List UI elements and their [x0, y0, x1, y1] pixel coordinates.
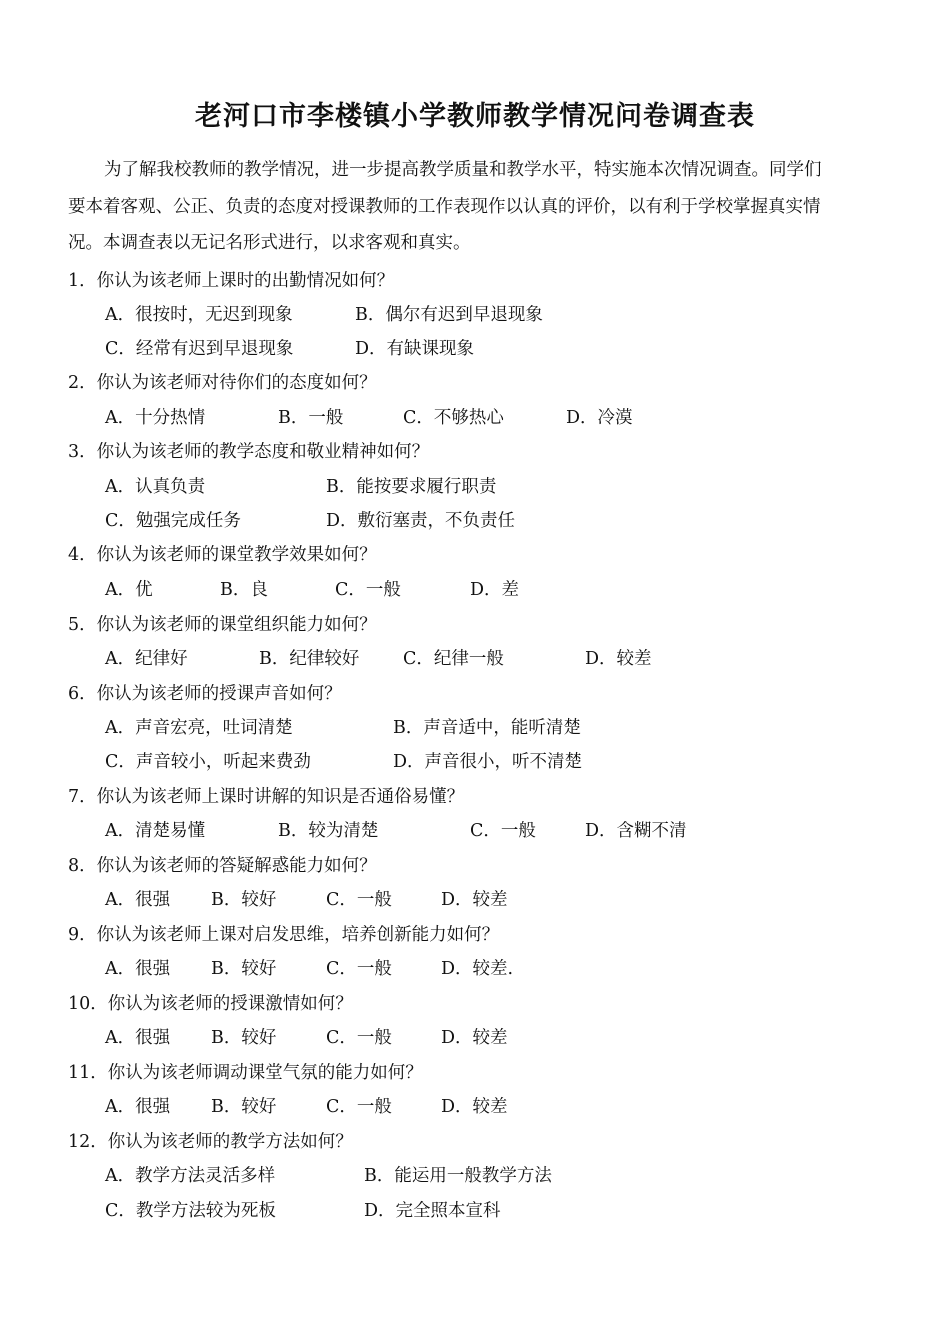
- q1-option-d[interactable]: D．有缺课现象: [355, 339, 475, 359]
- intro-line: 要本着客观、公正、负责的态度对授课教师的工作表现作以认真的评价，以有利于学校掌握真实情: [68, 196, 821, 217]
- q5-option-c[interactable]: C．纪律一般: [403, 649, 504, 669]
- q1-option-a[interactable]: A．很按时，无迟到现象: [105, 305, 293, 325]
- page-title: 老河口市李楼镇小学教师教学情况问卷调查表: [195, 101, 755, 132]
- q4-option-c[interactable]: C．一般: [335, 580, 401, 600]
- q5-option-b[interactable]: B．纪律较好: [259, 649, 360, 669]
- q8-option-d[interactable]: D．较差: [441, 890, 508, 910]
- q1-option-c[interactable]: C．经常有迟到早退现象: [105, 339, 294, 359]
- intro-paragraph: [68, 152, 888, 262]
- question-5: 5．你认为该老师的课堂组织能力如何？: [68, 615, 377, 635]
- question-4: 4．你认为该老师的课堂教学效果如何？: [68, 545, 377, 565]
- q12-option-c[interactable]: C．教学方法较为死板: [105, 1201, 276, 1221]
- q3-option-d[interactable]: D．敷衍塞责，不负责任: [326, 511, 516, 531]
- q3-option-b[interactable]: B．能按要求履行职责: [326, 477, 497, 497]
- q4-option-b[interactable]: B．良: [220, 580, 268, 600]
- q2-option-b[interactable]: B．一般: [278, 408, 344, 428]
- q3-option-c[interactable]: C．勉强完成任务: [105, 511, 241, 531]
- question-3: 3．你认为该老师的教学态度和敬业精神如何？: [68, 442, 430, 462]
- q7-option-b[interactable]: B．较为清楚: [278, 821, 379, 841]
- q10-option-d[interactable]: D．较差: [441, 1028, 508, 1048]
- q6-option-b[interactable]: B．声音适中，能听清楚: [393, 718, 581, 738]
- q3-option-a[interactable]: A．认真负责: [105, 477, 206, 497]
- q11-option-a[interactable]: A．很强: [105, 1097, 171, 1117]
- intro-line: 况。本调查表以无记名形式进行，以求客观和真实。: [68, 233, 471, 253]
- q11-option-d[interactable]: D．较差: [441, 1097, 508, 1117]
- q6-option-c[interactable]: C．声音较小，听起来费劲: [105, 752, 311, 772]
- q5-option-a[interactable]: A．纪律好: [105, 649, 188, 669]
- q11-option-b[interactable]: B．较好: [211, 1097, 277, 1117]
- q8-option-b[interactable]: B．较好: [211, 890, 277, 910]
- question-8: 8．你认为该老师的答疑解惑能力如何？: [68, 856, 377, 876]
- q4-option-d[interactable]: D．差: [470, 580, 520, 600]
- q9-option-c[interactable]: C．一般: [326, 959, 392, 979]
- q4-option-a[interactable]: A．优: [105, 580, 153, 600]
- question-6: 6．你认为该老师的授课声音如何？: [68, 684, 342, 704]
- q1-option-b[interactable]: B．偶尔有迟到早退现象: [355, 305, 543, 325]
- q11-option-c[interactable]: C．一般: [326, 1097, 392, 1117]
- q10-option-a[interactable]: A．很强: [105, 1028, 171, 1048]
- q2-option-d[interactable]: D．冷漠: [566, 408, 633, 428]
- q7-option-c[interactable]: C．一般: [470, 821, 536, 841]
- q8-option-c[interactable]: C．一般: [326, 890, 392, 910]
- question-12: 12．你认为该老师的教学方法如何？: [68, 1132, 353, 1152]
- q9-option-b[interactable]: B．较好: [211, 959, 277, 979]
- question-1: 1．你认为该老师上课时的出勤情况如何？: [68, 271, 395, 291]
- q12-option-b[interactable]: B．能运用一般教学方法: [364, 1166, 552, 1186]
- question-9: 9．你认为该老师上课对启发思维，培养创新能力如何？: [68, 925, 500, 945]
- q7-option-a[interactable]: A．清楚易懂: [105, 821, 206, 841]
- question-11: 11．你认为该老师调动课堂气氛的能力如何？: [68, 1063, 423, 1083]
- q8-option-a[interactable]: A．很强: [105, 890, 171, 910]
- intro-line: 为了解我校教师的教学情况，进一步提高教学质量和教学水平，特实施本次情况调查。同学们: [104, 160, 822, 180]
- q7-option-d[interactable]: D．含糊不清: [585, 821, 687, 841]
- q9-option-d[interactable]: D．较差.: [441, 959, 514, 979]
- q10-option-c[interactable]: C．一般: [326, 1028, 392, 1048]
- question-7: 7．你认为该老师上课时讲解的知识是否通俗易懂？: [68, 787, 465, 807]
- q6-option-d[interactable]: D．声音很小，听不清楚: [393, 752, 583, 772]
- q2-option-a[interactable]: A．十分热情: [105, 408, 206, 428]
- q10-option-b[interactable]: B．较好: [211, 1028, 277, 1048]
- q12-option-a[interactable]: A．教学方法灵活多样: [105, 1166, 276, 1186]
- question-2: 2．你认为该老师对待你们的态度如何？: [68, 373, 377, 393]
- q5-option-d[interactable]: D．较差: [585, 649, 652, 669]
- q2-option-c[interactable]: C．不够热心: [403, 408, 504, 428]
- q9-option-a[interactable]: A．很强: [105, 959, 171, 979]
- q6-option-a[interactable]: A．声音宏亮，吐词清楚: [105, 718, 293, 738]
- q12-option-d[interactable]: D．完全照本宣科: [364, 1201, 501, 1221]
- question-10: 10．你认为该老师的授课激情如何？: [68, 994, 353, 1014]
